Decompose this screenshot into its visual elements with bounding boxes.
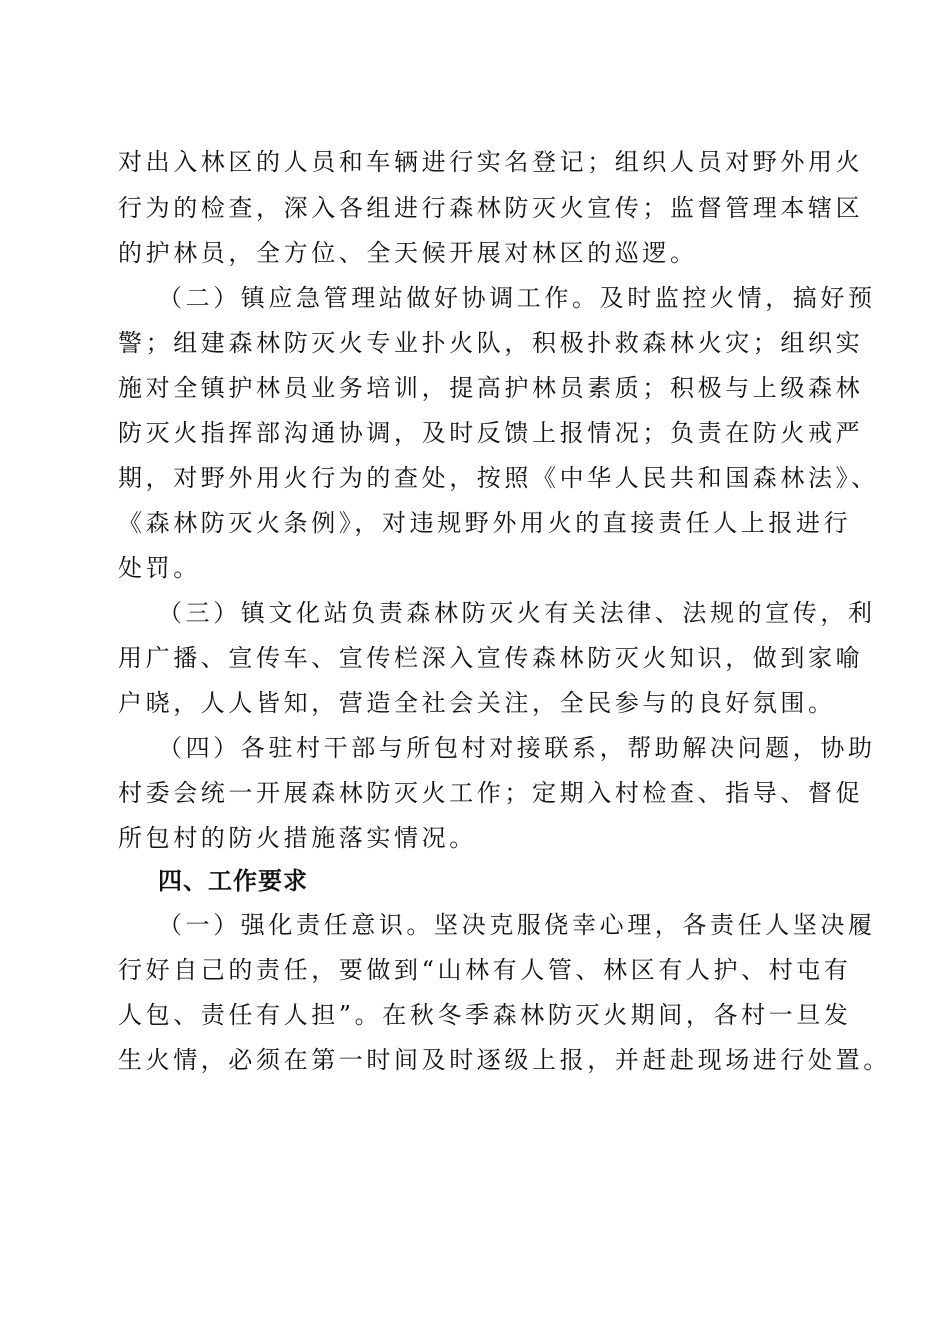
text-line: 施对全镇护林员业务培训，提高护林员素质；积极与上级森林 bbox=[118, 374, 864, 402]
text-line: 《森林防灭火条例》，对违规野外用火的直接责任人上报进行 bbox=[118, 509, 852, 537]
text-line: 期，对野外用火行为的查处，按照《中华人民共和国森林法》、 bbox=[118, 464, 879, 492]
text-line: 处罚。 bbox=[118, 554, 201, 582]
text-line: 所包村的防火措施落实情况。 bbox=[118, 824, 477, 852]
text-line: 用广播、宣传车、宣传栏深入宣传森林防灭火知识，做到家喻 bbox=[118, 644, 864, 672]
text-line: 行为的检查，深入各组进行森林防灭火宣传；监督管理本辖区 bbox=[118, 194, 864, 222]
paragraph-3-first-line: （三）镇文化站负责森林防灭火有关法律、法规的宣传，利 bbox=[158, 599, 876, 627]
text-line: 人包、责任有人担”。在秋冬季森林防灭火期间，各村一旦发 bbox=[118, 1001, 852, 1029]
section-heading: 四、工作要求 bbox=[158, 867, 308, 895]
subsection-first-line: （一）强化责任意识。坚决克服侥幸心理，各责任人坚决履 bbox=[158, 911, 876, 939]
paragraph-2-first-line: （二）镇应急管理站做好协调工作。及时监控火情，搞好预 bbox=[158, 284, 876, 312]
text-line: 警；组建森林防灭火专业扑火队，积极扑救森林火灾；组织实 bbox=[118, 329, 864, 357]
text-line: 的护林员，全方位、全天候开展对林区的巡逻。 bbox=[118, 239, 698, 267]
text-line: 户晓，人人皆知，营造全社会关注，全民参与的良好氛围。 bbox=[118, 689, 836, 717]
text-line: 村委会统一开展森林防灭火工作；定期入村检查、指导、督促 bbox=[118, 779, 864, 807]
text-line: 对出入林区的人员和车辆进行实名登记；组织人员对野外用火 bbox=[118, 148, 864, 176]
paragraph-4-first-line: （四）各驻村干部与所包村对接联系，帮助解决问题，协助 bbox=[158, 734, 876, 762]
text-line: 生火情，必须在第一时间及时逐级上报，并赶赴现场进行处置。 bbox=[118, 1046, 891, 1074]
text-line: 防灭火指挥部沟通协调，及时反馈上报情况；负责在防火戒严 bbox=[118, 419, 864, 447]
text-line: 行好自己的责任，要做到“山林有人管、林区有人护、村屯有 bbox=[118, 956, 852, 984]
